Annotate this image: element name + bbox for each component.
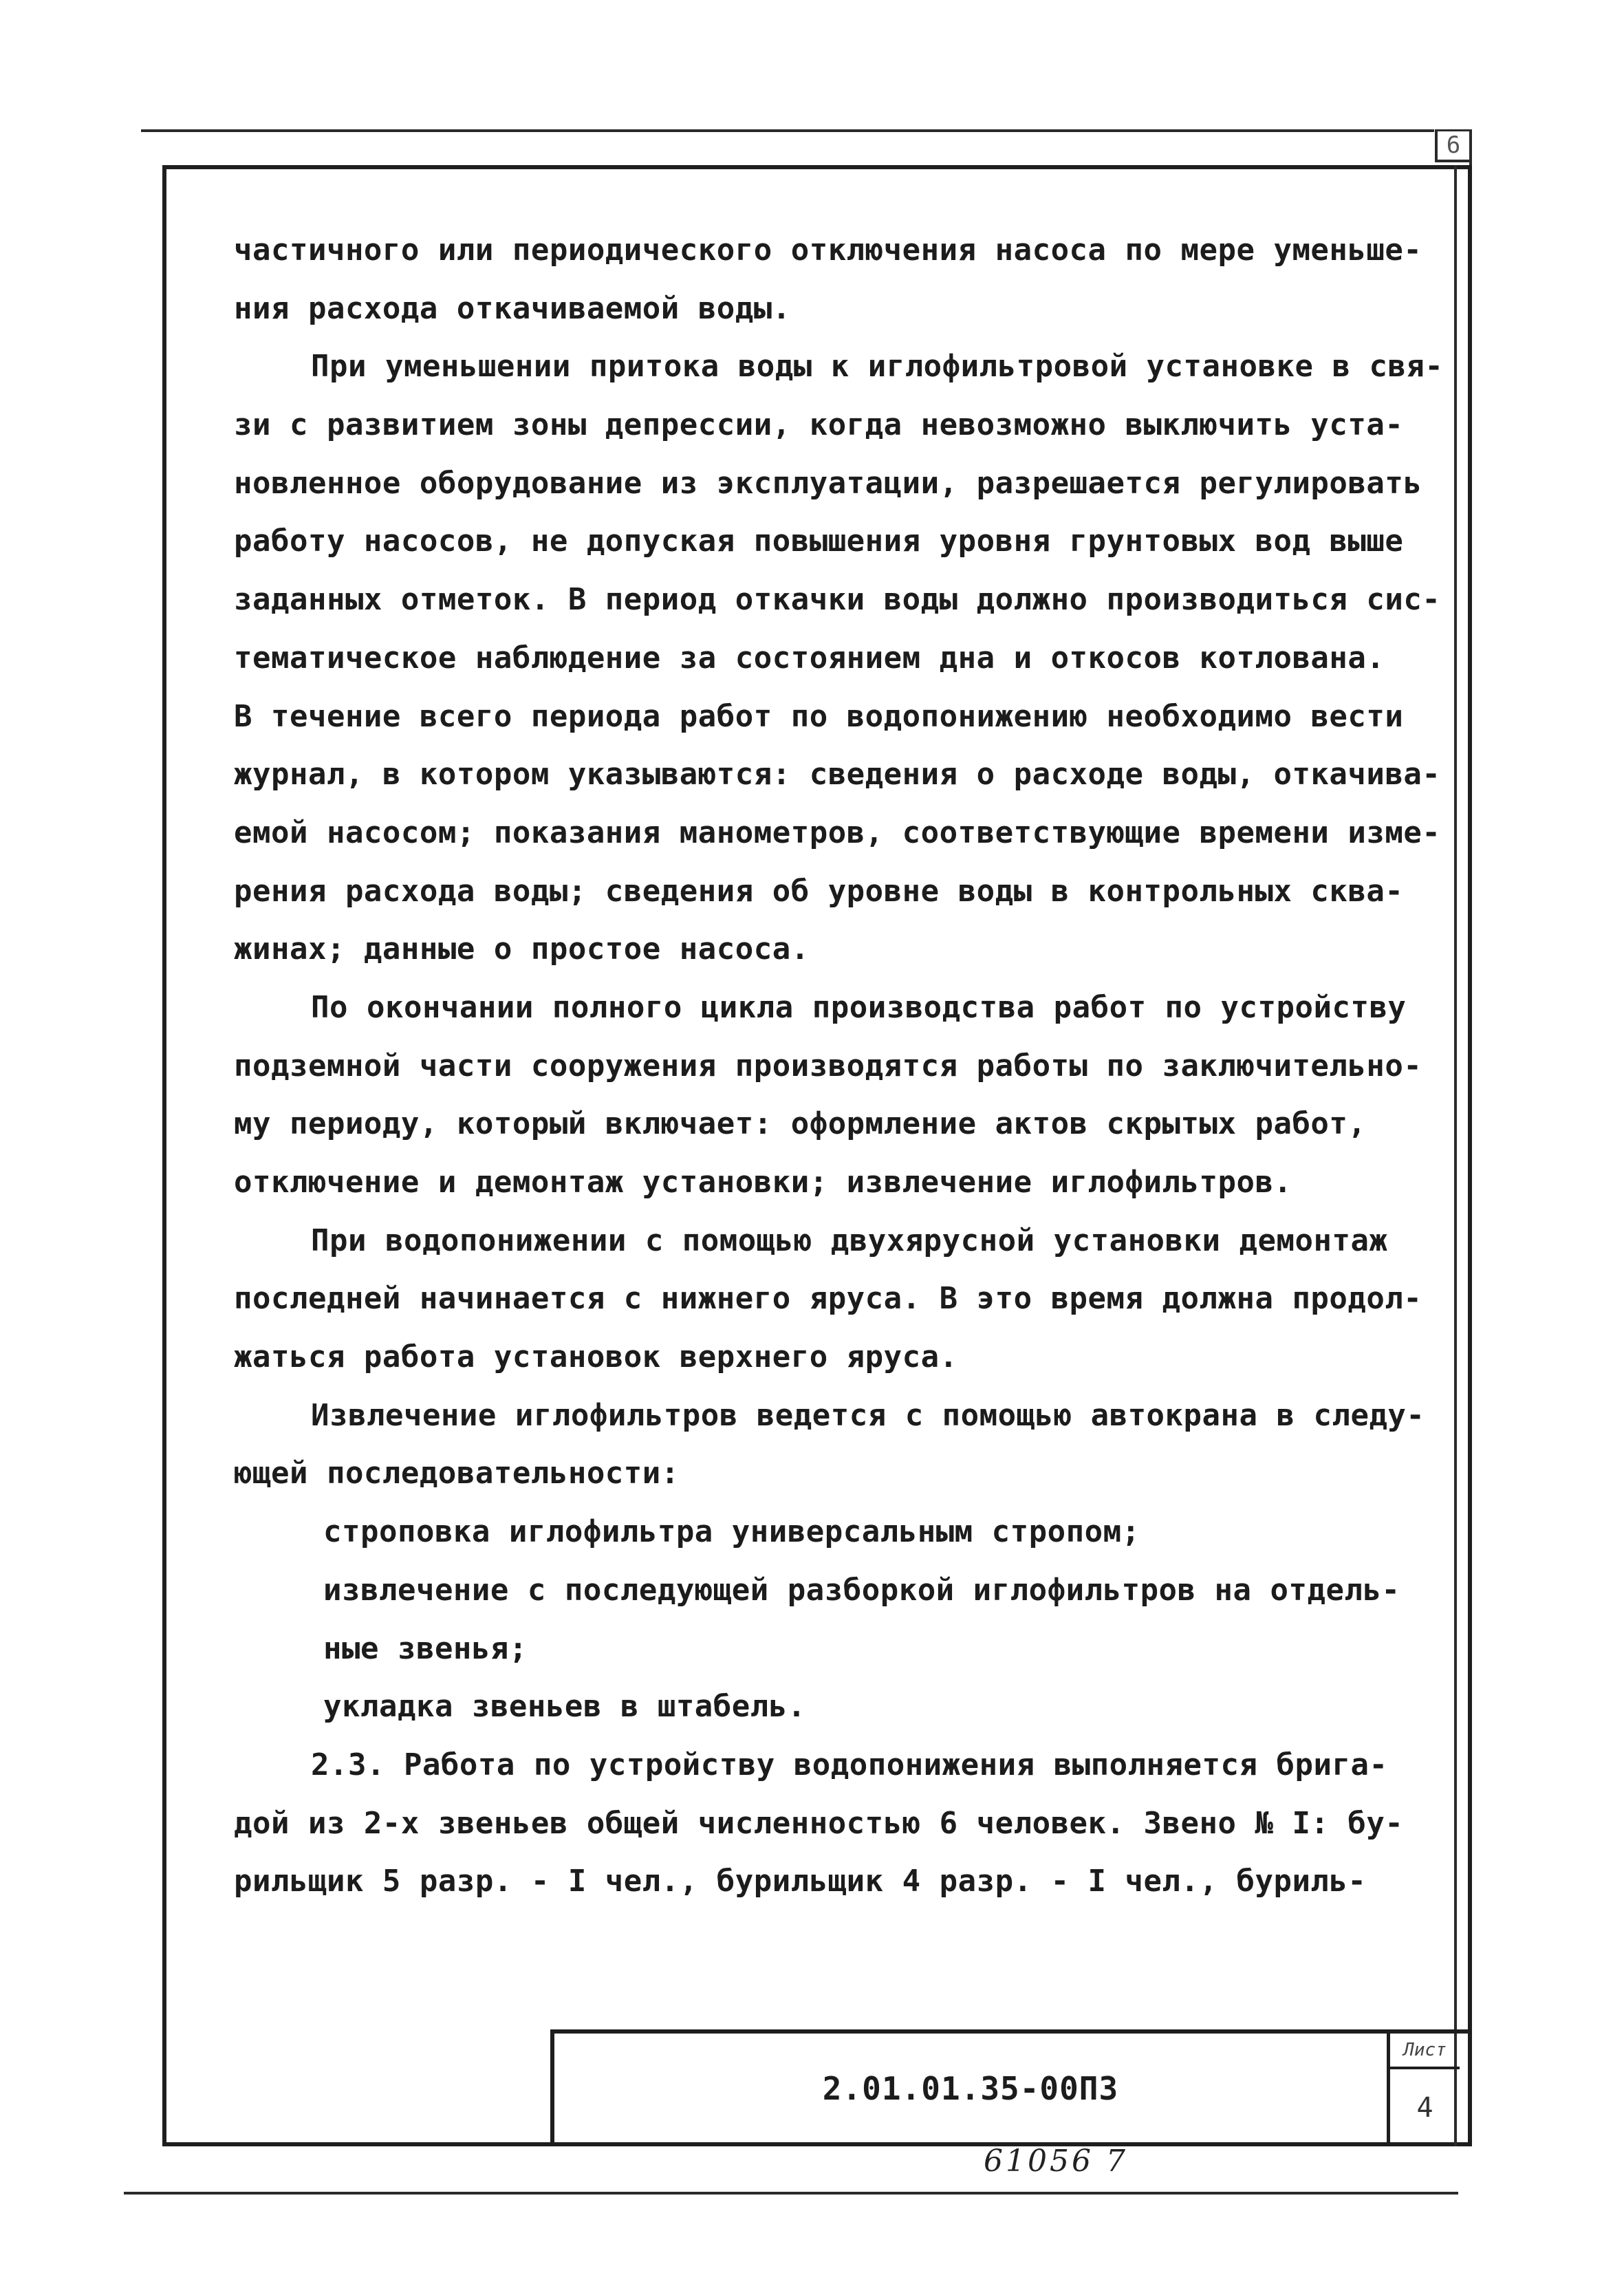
top-rule <box>141 129 1434 132</box>
text-line: ния расхода откачиваемой воды. <box>234 290 791 326</box>
list-item: извлечение с последующей разборкой иглофильтров на отдель- <box>323 1572 1400 1608</box>
text-line: жаться работа установок верхнего яруса. <box>234 1339 958 1375</box>
list-item: ные звенья; <box>323 1630 528 1666</box>
bottom-rule <box>124 2192 1458 2195</box>
text-line: подземной части сооружения производятся работы по заключительно- <box>234 1048 1422 1083</box>
text-line: рения расхода воды; сведения об уровне воды в контрольных сква- <box>234 873 1404 909</box>
text-line: 2.3. Работа по устройству водопонижения выполняется брига- <box>311 1747 1388 1782</box>
text-line: рильщик 5 разр. - I чел., бурильщик 4 разр. - I чел., буриль- <box>234 1864 1367 1899</box>
text-line: заданных отметок. В период откачки воды должно производиться сис- <box>234 582 1441 618</box>
text-line: В течение всего периода работ по водопонижению необходимо вести <box>234 698 1404 734</box>
text-line: зи с развитием зоны депрессии, когда невозможно выключить уста- <box>234 407 1404 443</box>
text-line: дой из 2-х звеньев общей численностью 6 человек. Звено № I: бу- <box>234 1805 1404 1841</box>
text-line: новленное оборудование из эксплуатации, разрешается регулировать <box>234 465 1422 501</box>
sheet-label: Лист <box>1390 2034 1460 2069</box>
text-line: последней начинается с нижнего яруса. В это время должна продол- <box>234 1281 1422 1317</box>
text-line: ющей последовательности: <box>234 1456 680 1491</box>
text-line: емой насосом; показания манометров, соответствующие времени изме- <box>234 815 1441 850</box>
sheet-number: 4 <box>1416 2092 1433 2124</box>
text-line: При уменьшении притока воды к иглофильтровой установке в свя- <box>311 349 1444 385</box>
text-line: жинах; данные о простое насоса. <box>234 931 810 967</box>
text-line: При водопонижении с помощью двухярусной установки демонтаж <box>311 1222 1388 1258</box>
sheet-box <box>1387 2034 1460 2146</box>
text-line: му периоду, который включает: оформление актов скрытых работ, <box>234 1106 1367 1142</box>
text-line: журнал, в котором указываются: сведения о расходе воды, откачива- <box>234 757 1441 793</box>
text-line: работу насосов, не допуская повышения уровня грунтовых вод выше <box>234 524 1404 559</box>
text-line: частичного или периодического отключения насоса по мере уменьше- <box>234 233 1422 268</box>
title-block-stamp <box>550 2029 1472 2146</box>
text-line: По окончании полного цикла производства работ по устройству <box>311 989 1407 1025</box>
text-line: отключение и демонтаж установки; извлечение иглофильтров. <box>234 1165 1292 1200</box>
document-code: 2.01.01.35-00ПЗ <box>822 2070 1119 2107</box>
list-item: укладка звеньев в штабель. <box>323 1689 806 1725</box>
text-line: Извлечение иглофильтров ведется с помощью автокрана в следу- <box>311 1397 1425 1433</box>
right-inner-rule <box>1454 165 1457 2146</box>
text-line: тематическое наблюдение за состоянием дна и откосов котлована. <box>234 640 1385 676</box>
page-corner-mark: 6 <box>1435 129 1472 162</box>
list-item: строповка иглофильтра универсальным стропом; <box>323 1514 1140 1550</box>
document-body <box>234 222 1444 1911</box>
handwritten-note: 61056 7 <box>984 2144 1128 2179</box>
